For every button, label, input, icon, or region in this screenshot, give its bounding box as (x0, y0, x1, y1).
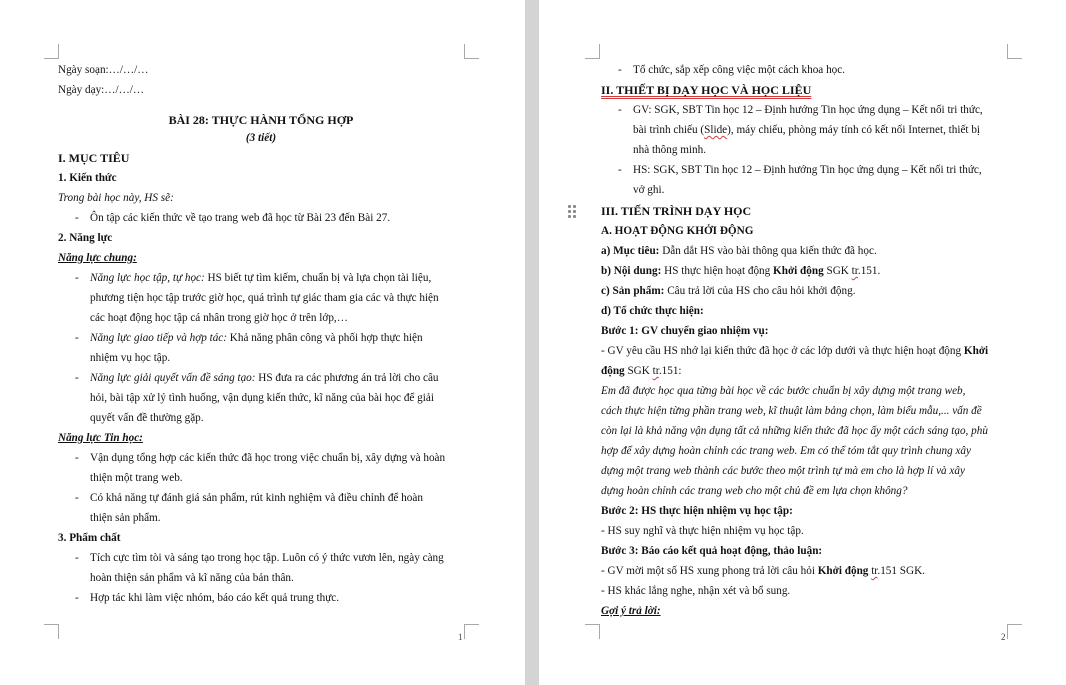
section-process: III. TIẾN TRÌNH DẠY HỌC (601, 204, 752, 218)
text: .151. (857, 265, 881, 277)
document-page-2 (539, 0, 1066, 685)
text: Khởi động (817, 565, 869, 577)
item-text: hỏi, bài tập xử lý tình huống, vận dụng kiến thức, kĩ năng của bài học để giải (90, 392, 434, 404)
text: .151 SGK. (877, 565, 925, 577)
text: còn lại là khả năng vận dụng tất cả những kiến thức đã học ấy một cách sáng tạo, phù (601, 425, 988, 437)
lesson-title: BÀI 28: THỰC HÀNH TỔNG HỢP (168, 113, 354, 127)
objective-line (601, 241, 1007, 261)
item-text: quyết vấn đề thường gặp. (90, 412, 204, 424)
item-text: nhiệm vụ học tập. (90, 352, 171, 364)
text: dựng hoàn chỉnh các trang web cho một chủ đề em lựa chọn không? (601, 485, 908, 497)
item-text: Vận dụng tổng hợp các kiến thức đã học trong việc chuẩn bị, xây dựng và hoàn (90, 452, 446, 464)
crop-mark (44, 44, 59, 59)
step-1-heading: Bước 1: GV chuyển giao nhiệm vụ: (601, 325, 769, 337)
page-gap (525, 0, 539, 685)
spelling-flagged-word: Slide (704, 124, 728, 136)
text: hợp để xây dựng hoàn chỉnh các trang web. Em có thể tóm tắt quy trình chung xây (601, 445, 971, 457)
general-competence-item-2 (58, 328, 464, 368)
spelling-flagged-word: tr (871, 565, 878, 577)
spelling-flagged-word: tr (851, 265, 858, 277)
crop-mark (1007, 624, 1022, 639)
spacer (58, 100, 464, 110)
knowledge-bullet: - Ôn tập các kiến thức về tạo trang web đã học từ Bài 23 đến Bài 27. (58, 208, 464, 228)
equipment-item-gv (601, 100, 1007, 160)
text: - GV yêu cầu HS nhớ lại kiến thức đã học ở các lớp dưới và thực hiện hoạt động (601, 345, 964, 357)
heading-text: II. THIẾT BỊ DẠY HỌC VÀ HỌC LIỆU (601, 83, 812, 97)
section-equipment (601, 80, 1007, 100)
page-number: 2 (1001, 632, 1006, 642)
crop-mark (1007, 44, 1022, 59)
page-number: 1 (458, 632, 463, 642)
item-label: Năng lực giải quyết vấn đề sáng tạo: (90, 372, 256, 384)
text: Dẫn dắt HS vào bài thông qua kiến thức đã học. (659, 245, 877, 257)
equipment-item-hs (601, 160, 1007, 200)
date-prepare: Ngày soạn:…/…/… (58, 64, 149, 76)
text: Câu trả lời của HS cho câu hỏi khởi động. (664, 285, 856, 297)
general-competence-item-3 (58, 368, 464, 428)
item-text: ), máy chiếu, phòng máy tính có kết nối Internet, thiết bị (727, 124, 981, 136)
text: Khởi (963, 345, 989, 357)
it-competence-item-1 (58, 448, 464, 488)
section-objectives: I. MỤC TIÊU (58, 151, 130, 165)
lesson-duration: (3 tiết) (245, 132, 277, 144)
text: dựng một trang web thành các bước theo một trình tự mà em cho là hợp lí và xây (601, 465, 965, 477)
knowledge-intro: Trong bài học này, HS sẽ: (58, 192, 174, 204)
spelling-flagged-word: tr (652, 365, 659, 377)
text: cách thực hiện từng phần trang web, kĩ thuật làm bảng chọn, làm biểu mẫu,... vấn đề (601, 405, 982, 417)
item-text: hoàn thiện sản phẩm và kĩ năng của bản thân. (90, 572, 294, 584)
label: a) Mục tiêu: (601, 245, 660, 257)
it-competence-heading: Năng lực Tin học: (58, 432, 143, 444)
item-text: HS biết tự tìm kiếm, chuẩn bị và lựa chọn tài liệu, (204, 272, 432, 284)
quality-item-2 (58, 588, 464, 608)
page-2-body[interactable] (601, 60, 1007, 621)
organize-line: d) Tổ chức thực hiện: (601, 305, 704, 317)
item-text: HS đưa ra các phương án trả lời cho câu (255, 372, 439, 384)
item-text: các hoạt động học tập cá nhân trong giờ học ở trên lớp,… (90, 312, 348, 324)
text: HS thực hiện hoạt động (661, 265, 774, 277)
text: - GV mời một số HS xung phong trả lời câu hỏi (601, 565, 818, 577)
document-page-1 (0, 0, 525, 685)
text: Em đã được học qua từng bài học về các bước chuẩn bị xây dựng một trang web, (601, 385, 966, 397)
item-text: thiện sản phẩm. (90, 512, 161, 524)
item-text: Tích cực tìm tòi và sáng tạo trong học tập. Luôn có ý thức vươn lên, ngày càng (90, 552, 444, 564)
text: động (601, 365, 625, 377)
crop-mark (464, 44, 479, 59)
item-text: vở ghi. (633, 184, 665, 196)
quality-item-1 (58, 548, 464, 588)
quality-heading: 3. Phẩm chất (58, 532, 121, 544)
text: .151: (658, 365, 682, 377)
item-text: HS: SGK, SBT Tin học 12 – Định hướng Tin học ứng dụng – Kết nối tri thức, (633, 164, 982, 176)
step-3-text-1 (601, 561, 1007, 581)
step-3-heading: Bước 3: Báo cáo kết quả hoạt động, thảo luận: (601, 545, 823, 557)
step-1-text (601, 341, 1007, 381)
it-competence-item-2 (58, 488, 464, 528)
label: c) Sản phẩm: (601, 285, 665, 297)
activity-a-heading: A. HOẠT ĐỘNG KHỞI ĐỘNG (601, 225, 754, 237)
product-line (601, 281, 1007, 301)
text: SGK (624, 365, 653, 377)
item-text: nhà thông minh. (633, 144, 707, 156)
item-text: phương tiện học tập trước giờ học, quá trình tự giác tham gia các và thực hiện (90, 292, 439, 304)
content-line (601, 261, 1007, 281)
item-label: Năng lực giao tiếp và hợp tác: (90, 332, 227, 344)
text: Khởi động (773, 265, 824, 277)
page-1-body[interactable] (58, 60, 464, 608)
item-text: Khả năng phân công và phối hợp thực hiện (226, 332, 423, 344)
item-text: Hợp tác khi làm việc nhóm, báo cáo kết quả trung thực. (90, 592, 340, 604)
general-competence-heading: Năng lực chung: (58, 252, 137, 264)
item-text: Có khả năng tự đánh giá sản phẩm, rút kinh nghiệm và điều chỉnh để hoàn (90, 492, 423, 504)
step-2-text: - HS suy nghĩ và thực hiện nhiệm vụ học tập. (601, 525, 804, 537)
step-2-heading: Bước 2: HS thực hiện nhiệm vụ học tập: (601, 505, 793, 517)
general-competence-item-1 (58, 268, 464, 328)
text: SGK (823, 265, 852, 277)
item-text: thiện một trang web. (90, 472, 183, 484)
crop-mark (585, 624, 600, 639)
knowledge-heading: 1. Kiến thức (58, 172, 117, 184)
answer-hint-heading: Gợi ý trả lời: (601, 605, 661, 617)
crop-mark (464, 624, 479, 639)
item-text: bài trình chiếu ( (633, 124, 705, 136)
warmup-question (601, 381, 1007, 501)
item-text: GV: SGK, SBT Tin học 12 – Định hướng Tin học ứng dụng – Kết nối tri thức, (633, 104, 983, 116)
label: b) Nội dung: (601, 265, 662, 277)
crop-mark (585, 44, 600, 59)
drag-handle-icon[interactable] (568, 205, 578, 221)
crop-mark (44, 624, 59, 639)
quality-item-3: - Tổ chức, sắp xếp công việc một cách khoa học. (601, 60, 1007, 80)
item-label: Năng lực học tập, tự học: (90, 272, 205, 284)
date-teach: Ngày dạy:…/…/… (58, 84, 145, 96)
competence-heading: 2. Năng lực (58, 232, 113, 244)
step-3-text-2: - HS khác lắng nghe, nhận xét và bổ sung. (601, 585, 791, 597)
